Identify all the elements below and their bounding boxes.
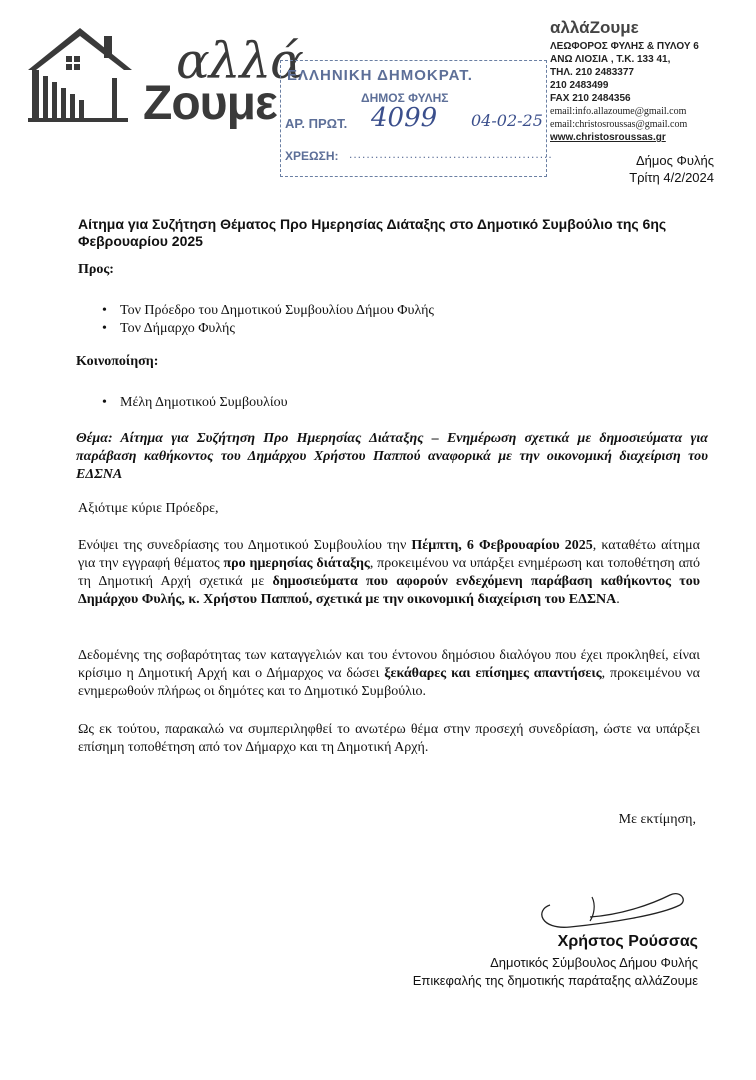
stamp-line-2: ΔΗΜΟΣ ΦΥΛΗΣ: [361, 91, 449, 105]
p1-text-g: .: [616, 592, 620, 607]
greeting: Αξιότιμε κύριε Πρόεδρε,: [78, 501, 219, 516]
signatory-role-2: Επικεφαλής της δημοτικής παράταξης αλλάΖουμε: [412, 973, 698, 988]
stamp-dots: ...............................................: [349, 147, 553, 161]
cc-list-item: • Μέλη Δημοτικού Συμβουλίου: [96, 394, 288, 412]
logo-text-alla: αλλά: [176, 32, 303, 90]
house-logo-icon: [28, 18, 148, 128]
p1-meeting-date: Πέμπτη, 6 Φεβρουαρίου 2025: [411, 538, 593, 553]
date: Τρίτη 4/2/2024: [629, 170, 714, 185]
contact-block: [550, 18, 750, 144]
party-logo: [28, 18, 303, 130]
paragraph-3: Ως εκ τούτου, παρακαλώ να συμπεριληφθεί το ανωτέρω θέμα στην προσεχή συνεδρίαση, ώστε να υπάρξει επίσημη τοποθέτηση από τον Δήμαρχο και τη Δημοτική Αρχή.: [78, 722, 700, 755]
theme-heading: Θέμα: Αίτημα για Συζήτηση Προ Ημερησίας Διάταξης – Ενημέρωση σχετικά με δημοσιεύματα για παράβαση καθήκοντος του Δημάρχου Χρήστου Παππού αναφορικά με την οικονομική διαχείριση του ΕΔΣΝΑ: [76, 431, 708, 482]
stamp-charge-label: ΧΡΕΩΣΗ:: [285, 149, 339, 163]
to-list-item: • Τον Δήμαρχο Φυλής: [96, 320, 434, 338]
handwritten-signature: [530, 875, 690, 935]
p2-text-c: , προκειμένου να ενημερωθούν πλήρως οι δημότες και το Δημοτικό Συμβούλιο.: [78, 666, 700, 699]
p1-allegation: δημοσιεύματα που αφορούν ενδεχόμενη παράβαση καθήκοντος του Δημάρχου Φυλής, κ. Χρήστου Παππού, σχετικά με την οικονομική διαχείριση του ΕΔΣΝΑ: [78, 574, 700, 607]
p2-emphasis: ξεκάθαρες και επίσημες απαντήσεις: [384, 666, 602, 681]
p1-agenda-term: προ ημερησίας διάταξης: [223, 556, 370, 571]
registry-stamp: [280, 60, 553, 177]
p2-text-a: Δεδομένης της σοβαρότητας των καταγγελιών και του έντονου δημόσιου διαλόγου που έχει προκληθεί, είναι κρίσιμο η Δημοτική Αρχή και ο Δήμαρχος να δώσει: [78, 648, 700, 681]
to-list: [96, 302, 434, 338]
contact-email-1: email:info.allazoume@gmail.com: [550, 106, 687, 117]
contact-website-link[interactable]: www.christosroussas.gr: [550, 132, 666, 143]
stamp-line-1: ΕΛΛΗΝΙΚΗ ΔΗΜΟΚΡΑΤ.: [287, 67, 473, 84]
contact-address-1: ΛΕΩΦΟΡΟΣ ΦΥΛΗΣ & ΠΥΛΟΥ 6: [550, 41, 699, 52]
closing: Με εκτίμηση,: [618, 812, 696, 827]
place-date-block: [629, 152, 714, 186]
to-list-item: • Τον Πρόεδρο του Δημοτικού Συμβουλίου Δήμου Φυλής: [96, 302, 434, 320]
stamp-protocol-number: 4099: [371, 103, 438, 133]
contact-email-2: email:christosroussas@gmail.com: [550, 119, 688, 130]
stamp-protocol-label: ΑΡ. ΠΡΩΤ.: [285, 116, 348, 131]
cc-label: Κοινοποίηση:: [76, 354, 159, 369]
contact-phone-2: 210 2483499: [550, 80, 609, 91]
cc-list: [96, 394, 288, 412]
to-label: Προς:: [78, 262, 114, 277]
place: Δήμος Φυλής: [636, 153, 714, 168]
p1-text-c: , καταθέτω αίτημα για την εγγραφή θέματος: [78, 538, 700, 571]
p1-text-e: , προκειμένου να υπάρξει ενημέρωση και τοποθέτηση από τη Δημοτική Αρχή σχετικά με: [78, 556, 700, 589]
contact-brand: αλλάΖουμε: [550, 18, 639, 37]
contact-fax: FAX 210 2484356: [550, 93, 631, 104]
subject-title: Αίτημα για Συζήτηση Θέματος Προ Ημερησίας Διάταξης στο Δημοτικό Συμβούλιο της 6ης Φεβρουαρίου 2025: [78, 216, 667, 249]
contact-address-2: ΑΝΩ ΛΙΟΣΙΑ , Τ.Κ. 133 41,: [550, 54, 671, 65]
paragraph-2: [78, 647, 700, 701]
p1-text-a: Ενόψει της συνεδρίασης του Δημοτικού Συμβουλίου την: [78, 538, 412, 553]
signatory-role-1: Δημοτικός Σύμβουλος Δήμου Φυλής: [490, 955, 698, 970]
paragraph-1: [78, 537, 700, 609]
signatory-name: Χρήστος Ρούσσας: [557, 933, 698, 950]
contact-phone-1: ΤΗΛ. 210 2483377: [550, 67, 634, 78]
stamp-protocol-date: 04-02-25: [471, 111, 543, 130]
logo-text-zoume: Ζουμε: [143, 77, 277, 130]
